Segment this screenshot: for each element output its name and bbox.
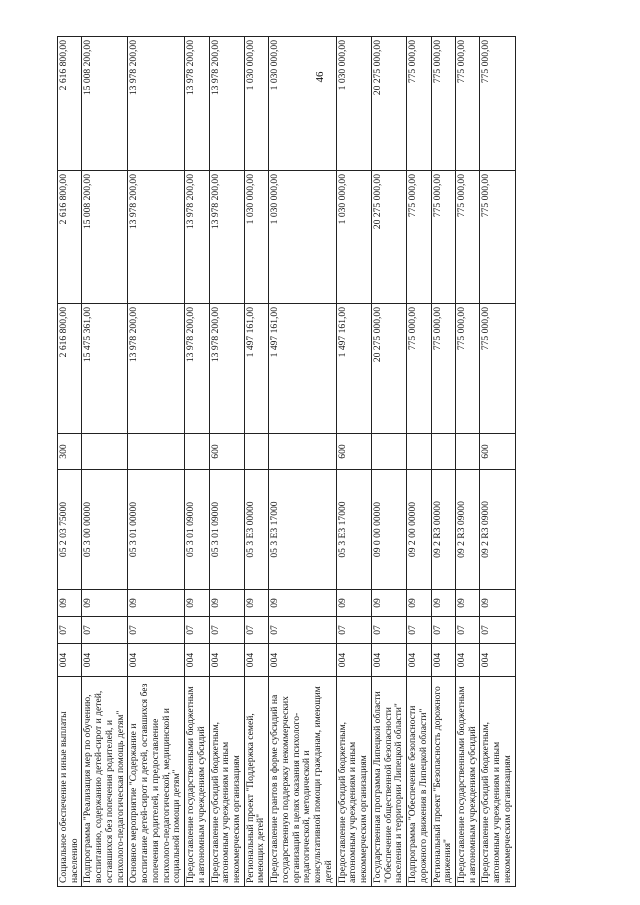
rotated-table-container	[57, 37, 583, 887]
code-admin: 004	[480, 644, 515, 677]
amount-year-1: 775 000,00	[480, 304, 515, 434]
code-expense-type	[82, 434, 128, 470]
amount-year-3: 775 000,00	[480, 37, 515, 171]
code-expense-type	[128, 434, 185, 470]
amount-year-2: 775 000,00	[480, 171, 515, 304]
amount-year-2: 775 000,00	[455, 171, 479, 304]
code-expense-type: 600	[480, 434, 515, 470]
amount-year-1: 13 978 200,00	[185, 304, 209, 434]
code-section: 07	[244, 617, 268, 644]
amount-year-2: 1 030 000,00	[336, 171, 371, 304]
amount-year-1: 1 497 161,00	[269, 304, 336, 434]
code-admin: 004	[209, 644, 244, 677]
amount-year-2: 13 978 200,00	[209, 171, 244, 304]
amount-year-2: 20 275 000,00	[371, 171, 406, 304]
code-subsection: 09	[431, 590, 455, 617]
code-target-article: 05 3 E3 17000	[269, 470, 336, 590]
amount-year-2: 1 030 000,00	[269, 171, 336, 304]
amount-year-2: 775 000,00	[407, 171, 431, 304]
amount-year-1: 1 497 161,00	[336, 304, 371, 434]
code-section: 07	[431, 617, 455, 644]
budget-table	[57, 36, 516, 887]
code-admin: 004	[82, 644, 128, 677]
table-body	[58, 37, 516, 887]
code-expense-type: 600	[336, 434, 371, 470]
table-row	[336, 37, 371, 887]
code-section: 07	[185, 617, 209, 644]
table-row	[269, 37, 336, 887]
code-target-article: 09 2 R3 00000	[431, 470, 455, 590]
code-admin: 004	[407, 644, 431, 677]
code-section: 07	[269, 617, 336, 644]
amount-year-2: 13 978 200,00	[185, 171, 209, 304]
code-target-article: 05 3 E3 17000	[336, 470, 371, 590]
amount-year-3: 15 008 200,00	[82, 37, 128, 171]
code-expense-type	[244, 434, 268, 470]
table-row	[58, 37, 82, 887]
code-admin: 004	[431, 644, 455, 677]
code-section: 07	[128, 617, 185, 644]
code-subsection: 09	[185, 590, 209, 617]
table-row	[455, 37, 479, 887]
code-expense-type	[431, 434, 455, 470]
code-expense-type	[455, 434, 479, 470]
code-admin: 004	[58, 644, 82, 677]
code-expense-type	[185, 434, 209, 470]
amount-year-1: 2 616 800,00	[58, 304, 82, 434]
table-row	[480, 37, 515, 887]
code-section: 07	[58, 617, 82, 644]
amount-year-3: 13 978 200,00	[185, 37, 209, 171]
row-name: Социальное обеспечение и иные выплаты населению	[58, 677, 82, 887]
amount-year-2: 775 000,00	[431, 171, 455, 304]
amount-year-1: 775 000,00	[455, 304, 479, 434]
page-number: 46	[314, 71, 326, 83]
code-subsection: 09	[58, 590, 82, 617]
table-row	[371, 37, 406, 887]
amount-year-2: 1 030 000,00	[244, 171, 268, 304]
code-target-article: 05 2 03 75000	[58, 470, 82, 590]
row-name: Подпрограмма "Обеспечение безопасности дорожного движения в Липецкой области"	[407, 677, 431, 887]
code-expense-type	[371, 434, 406, 470]
row-name: Подпрограмма "Реализация мер по обучению, воспитанию, содержанию детей-сирот и детей, оставшихся без попечения родителей, и психолого-педагогическая помощь детям"	[82, 677, 128, 887]
amount-year-3: 20 275 000,00	[371, 37, 406, 171]
amount-year-3: 1 030 000,00	[269, 37, 336, 171]
table-row	[431, 37, 455, 887]
code-subsection: 09	[269, 590, 336, 617]
table-row	[244, 37, 268, 887]
amount-year-3: 775 000,00	[455, 37, 479, 171]
row-name: Предоставление субсидий бюджетным, автономным учреждениям и иным некоммерческим организациям	[209, 677, 244, 887]
code-admin: 004	[371, 644, 406, 677]
code-section: 07	[455, 617, 479, 644]
code-subsection: 09	[455, 590, 479, 617]
code-expense-type	[269, 434, 336, 470]
amount-year-1: 13 978 200,00	[128, 304, 185, 434]
code-subsection: 09	[371, 590, 406, 617]
amount-year-3: 1 030 000,00	[336, 37, 371, 171]
code-expense-type: 300	[58, 434, 82, 470]
code-target-article: 09 0 00 00000	[371, 470, 406, 590]
row-name: Предоставление субсидий бюджетным, автономным учреждениям и иным некоммерческим организациям	[480, 677, 515, 887]
amount-year-2: 13 978 200,00	[128, 171, 185, 304]
amount-year-3: 775 000,00	[431, 37, 455, 171]
code-target-article: 05 3 00 00000	[82, 470, 128, 590]
code-section: 07	[82, 617, 128, 644]
code-subsection: 09	[407, 590, 431, 617]
row-name: Региональный проект "Поддержка семей, имеющих детей"	[244, 677, 268, 887]
code-subsection: 09	[244, 590, 268, 617]
code-admin: 004	[185, 644, 209, 677]
row-name: Предоставление грантов в форме субсидий на государственную поддержку некоммерческих организаций в целях оказания психолого-педагогической, методической и консультативной помощи гражданам, имеющим детей	[269, 677, 336, 887]
code-subsection: 09	[209, 590, 244, 617]
row-name: Предоставление государственными бюджетным и автономным учреждениям субсидий	[185, 677, 209, 887]
code-subsection: 09	[128, 590, 185, 617]
code-admin: 004	[336, 644, 371, 677]
amount-year-3: 2 616 800,00	[58, 37, 82, 171]
amount-year-3: 13 978 200,00	[209, 37, 244, 171]
amount-year-3: 775 000,00	[407, 37, 431, 171]
code-admin: 004	[269, 644, 336, 677]
amount-year-1: 775 000,00	[431, 304, 455, 434]
code-admin: 004	[455, 644, 479, 677]
code-target-article: 09 2 R3 09000	[455, 470, 479, 590]
amount-year-2: 2 616 800,00	[58, 171, 82, 304]
table-row	[82, 37, 128, 887]
table-row	[185, 37, 209, 887]
code-target-article: 09 2 00 00000	[407, 470, 431, 590]
code-section: 07	[407, 617, 431, 644]
amount-year-2: 15 008 200,00	[82, 171, 128, 304]
code-expense-type	[407, 434, 431, 470]
amount-year-1: 13 978 200,00	[209, 304, 244, 434]
amount-year-3: 1 030 000,00	[244, 37, 268, 171]
code-section: 07	[209, 617, 244, 644]
code-target-article: 05 3 01 09000	[209, 470, 244, 590]
table-row	[209, 37, 244, 887]
code-section: 07	[336, 617, 371, 644]
amount-year-1: 20 275 000,00	[371, 304, 406, 434]
row-name: Предоставление государственными бюджетным и автономным учреждениям субсидий	[455, 677, 479, 887]
code-expense-type: 600	[209, 434, 244, 470]
row-name: Предоставление субсидий бюджетным, автономным учреждениям и иным некоммерческим организациям	[336, 677, 371, 887]
code-target-article: 09 2 R3 09000	[480, 470, 515, 590]
code-target-article: 05 3 01 00000	[128, 470, 185, 590]
amount-year-1: 15 475 361,00	[82, 304, 128, 434]
row-name: Основное мероприятие "Содержание и воспитание детей-сирот и детей, оставшихся без попечения родителей, и предоставление психолого-педагогической, медицинской и социальной помощи детям"	[128, 677, 185, 887]
code-admin: 004	[244, 644, 268, 677]
code-target-article: 05 3 01 09000	[185, 470, 209, 590]
row-name: Региональный проект "Безопасность дорожного движения"	[431, 677, 455, 887]
code-section: 07	[371, 617, 406, 644]
code-subsection: 09	[480, 590, 515, 617]
amount-year-3: 13 978 200,00	[128, 37, 185, 171]
code-subsection: 09	[82, 590, 128, 617]
code-section: 07	[480, 617, 515, 644]
table-row	[128, 37, 185, 887]
amount-year-1: 1 497 161,00	[244, 304, 268, 434]
amount-year-1: 775 000,00	[407, 304, 431, 434]
code-target-article: 05 3 E3 00000	[244, 470, 268, 590]
table-row	[407, 37, 431, 887]
row-name: Государственная программа Липецкой области "Обеспечение общественной безопасности населения и территории Липецкой области"	[371, 677, 406, 887]
code-admin: 004	[128, 644, 185, 677]
code-subsection: 09	[336, 590, 371, 617]
